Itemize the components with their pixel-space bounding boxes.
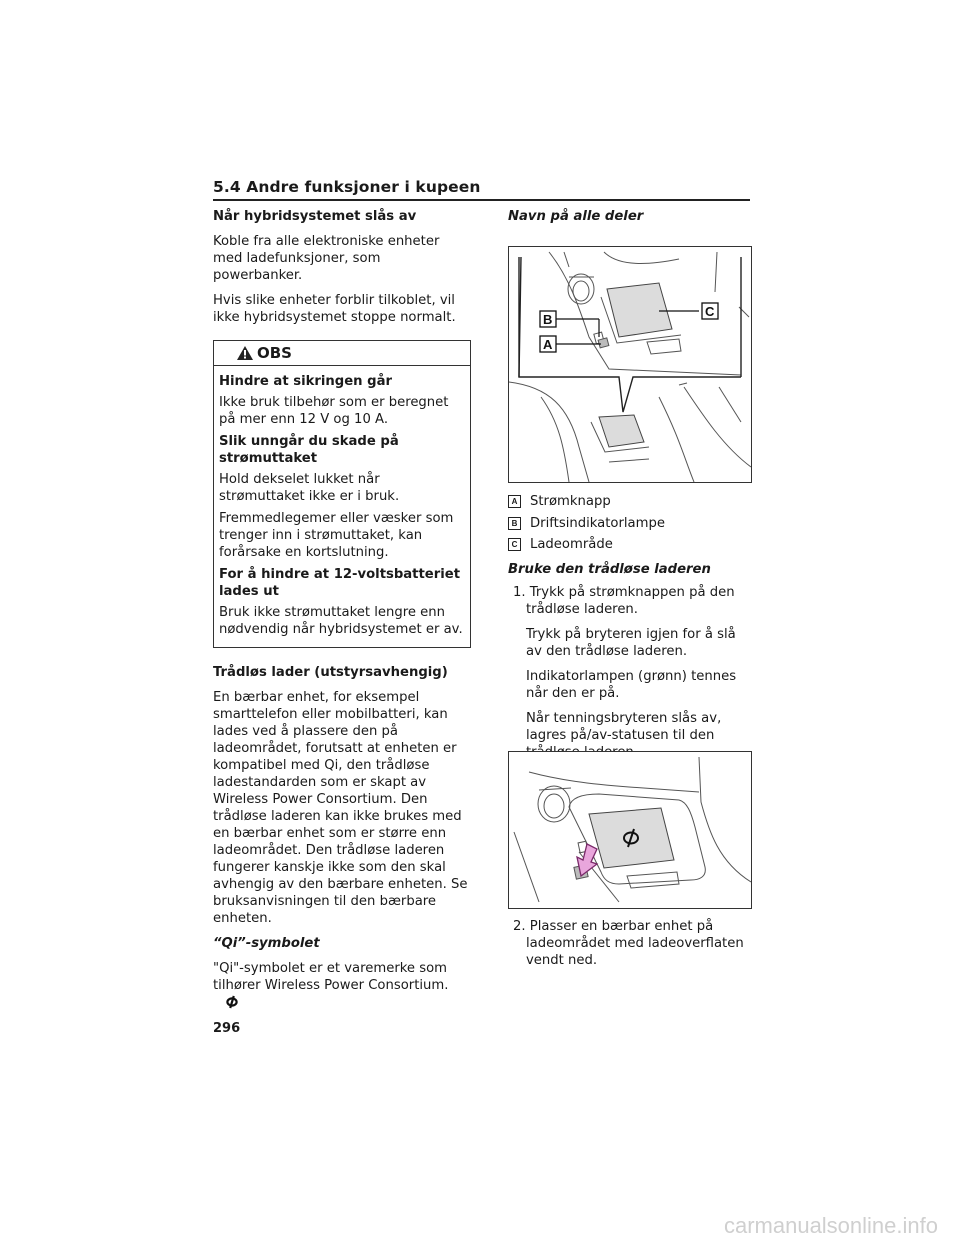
paragraph-disconnect: Koble fra alle elektroniske enheter med ladefunksjoner, som powerbanker.: [213, 234, 440, 283]
figure-label-c: C: [705, 304, 715, 319]
console-illustration: [509, 247, 751, 482]
step-1-note-indicator: Indikatorlampen (grønn) tennes når den er på.: [526, 669, 737, 701]
obs-paragraph-battery: Bruk ikke strømuttaket lengre enn nødvendig når hybridsystemet er av.: [219, 605, 463, 637]
heading-qi-symbol: “Qi”-symbolet: [213, 936, 320, 951]
figure-label-b: B: [543, 312, 553, 327]
heading-part-names: Navn på alle deler: [508, 209, 644, 224]
page-number: 296: [213, 1021, 241, 1036]
step-1: 1. Trykk på strømknappen på den trådløse laderen.: [513, 585, 735, 617]
figure-label-a: A: [543, 337, 553, 352]
obs-heading-fuse: Hindre at sikringen går: [219, 374, 392, 389]
obs-paragraph-lid: Hold dekselet lukket når strømuttaket ikke er i bruk.: [219, 472, 400, 504]
obs-heading-battery: For å hindre at 12-voltsbatteriet lades ut: [219, 567, 461, 599]
section-title: 5.4 Andre funksjoner i kupeen: [213, 178, 481, 196]
legend-item: [508, 513, 752, 535]
obs-box: [213, 340, 471, 648]
obs-heading-socket: Slik unngår du skade på strømuttaket: [219, 434, 399, 466]
qi-logo-icon: [225, 995, 239, 1009]
header-rule: [213, 199, 750, 201]
paragraph-qi-trademark: "Qi"-symbolet er et varemerke som tilhører Wireless Power Consortium.: [213, 961, 449, 993]
step-1-note-toggle: Trykk på bryteren igjen for å slå av den trådløse laderen.: [526, 627, 736, 659]
heading-wireless-charger: Trådløs lader (utstyrsavhengig): [213, 665, 448, 680]
legend-label: Driftsindikatorlampe: [530, 515, 665, 531]
step-1-note-status: Når tenningsbryteren slås av, lagres på/av-statusen til den: [526, 711, 722, 743]
obs-paragraph-fuse: Ikke bruk tilbehør som er beregnet på mer enn 12 V og 10 A.: [219, 395, 449, 427]
legend-key: A: [508, 495, 521, 508]
heading-hybrid-off: Når hybridsystemet slås av: [213, 209, 417, 224]
heading-use-charger: Bruke den trådløse laderen: [508, 562, 711, 577]
usage-section: [508, 561, 752, 769]
obs-header: [214, 341, 470, 366]
legend-label: Ladeområde: [530, 537, 613, 553]
paragraph-wireless-charger: En bærbar enhet, for eksempel smarttelefon eller mobilbatteri, kan lades ved å plassere den på ladeområdet, forutsatt at enheten er kompatibel med Qi, den trådløse ladestandarden som er skapt av Wireless Power Consortium. Den trådløse laderen kan ikke brukes med en bærbar enhet som er større enn ladeområdet. Den trådløse laderen fungerer kanskje ikke som den skal avhengig av den bærbare enheten. Se bruksanvisningen til den bærbare enheten.: [213, 690, 468, 926]
step-2: 2. Plasser en bærbar enhet på ladeområdet med ladeoverflaten vendt ned.: [513, 919, 744, 968]
obs-paragraph-foreign: Fremmedlegemer eller væsker som trenger inn i strømuttaket, kan forårsake en kortslutning.: [219, 511, 454, 560]
parts-legend: [508, 491, 752, 556]
legend-item: [508, 534, 752, 556]
left-column: [213, 208, 471, 1014]
figure-power-button: [508, 751, 752, 909]
step-2-section: [508, 918, 752, 977]
obs-title: OBS: [257, 343, 292, 362]
right-column-top: [508, 208, 752, 233]
legend-key: B: [508, 517, 521, 530]
watermark: carmanualsonline.info: [723, 1213, 938, 1238]
figure-part-names: [508, 246, 752, 483]
paragraph-stay-connected: Hvis slike enheter forblir tilkoblet, vil ikke hybridsystemet stoppe normalt.: [213, 293, 456, 325]
legend-key: C: [508, 538, 521, 551]
warning-icon: [236, 345, 254, 361]
power-button-illustration: [509, 752, 751, 908]
obs-body: [214, 366, 470, 647]
legend-label: Strømknapp: [530, 494, 611, 510]
legend-item: [508, 491, 752, 513]
